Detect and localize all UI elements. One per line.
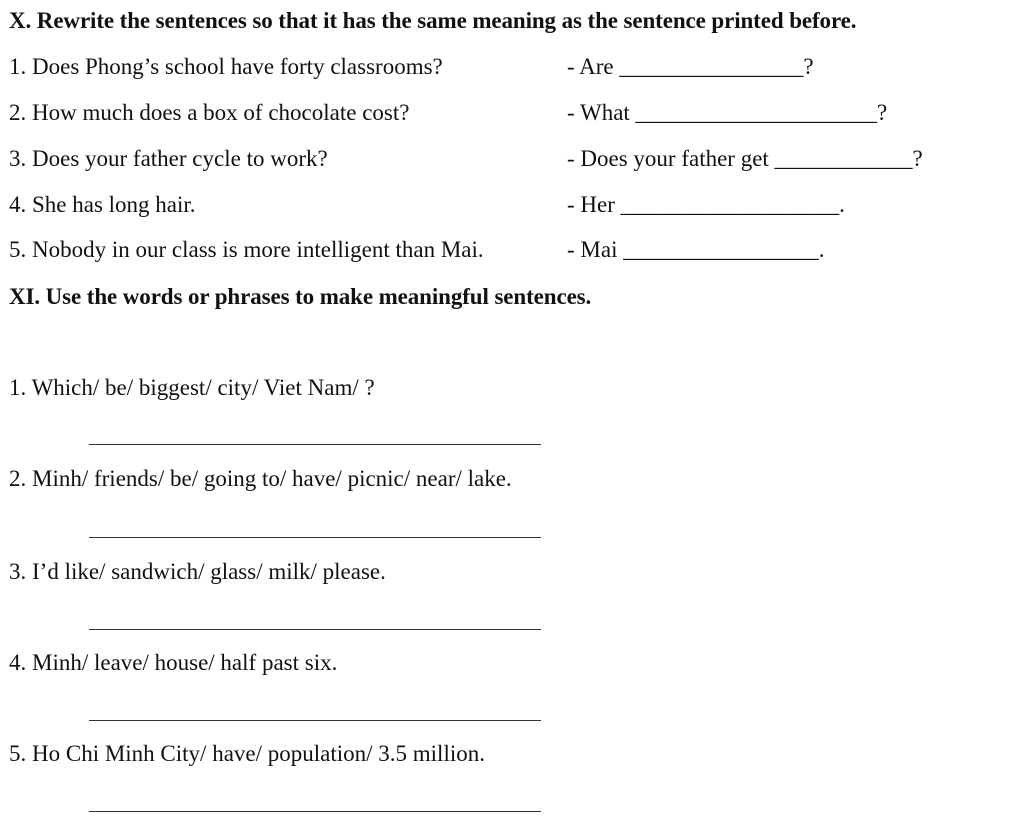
section-xi-item-2-answer-line (89, 537, 541, 538)
section-xi-heading: XI. Use the words or phrases to make meaningful sentences. (9, 284, 592, 309)
section-x-item-5-original: 5. Nobody in our class is more intelligent than Mai. (9, 237, 484, 262)
section-xi-item-1-answer-line (89, 444, 541, 445)
section-x-item-1-original: 1. Does Phong’s school have forty classrooms? (9, 54, 443, 79)
section-xi-item-4-answer-line (89, 720, 541, 721)
section-xi-item-1-prompt: 1. Which/ be/ biggest/ city/ Viet Nam/ ? (9, 375, 375, 400)
section-x-item-4-original: 4. She has long hair. (9, 192, 196, 217)
section-x-item-5-rewrite: - Mai _________________. (567, 237, 825, 262)
section-x-heading: X. Rewrite the sentences so that it has the same meaning as the sentence printed before. (9, 8, 857, 33)
section-xi-item-2-prompt: 2. Minh/ friends/ be/ going to/ have/ picnic/ near/ lake. (9, 466, 512, 491)
section-xi-item-3-prompt: 3. I’d like/ sandwich/ glass/ milk/ please. (9, 559, 386, 584)
section-x-item-4-rewrite: - Her ___________________. (567, 192, 845, 217)
section-x-item-2-original: 2. How much does a box of chocolate cost? (9, 100, 410, 125)
section-xi-item-5-prompt: 5. Ho Chi Minh City/ have/ population/ 3.5 million. (9, 741, 485, 766)
section-x-item-1-rewrite: - Are ________________? (567, 54, 814, 79)
section-x-item-3-original: 3. Does your father cycle to work? (9, 146, 328, 171)
section-xi-item-3-answer-line (89, 629, 541, 630)
section-xi-item-5-answer-line (89, 811, 541, 812)
section-x-item-2-rewrite: - What _____________________? (567, 100, 888, 125)
section-x-item-3-rewrite: - Does your father get ____________? (567, 146, 923, 171)
section-xi-item-4-prompt: 4. Minh/ leave/ house/ half past six. (9, 650, 338, 675)
